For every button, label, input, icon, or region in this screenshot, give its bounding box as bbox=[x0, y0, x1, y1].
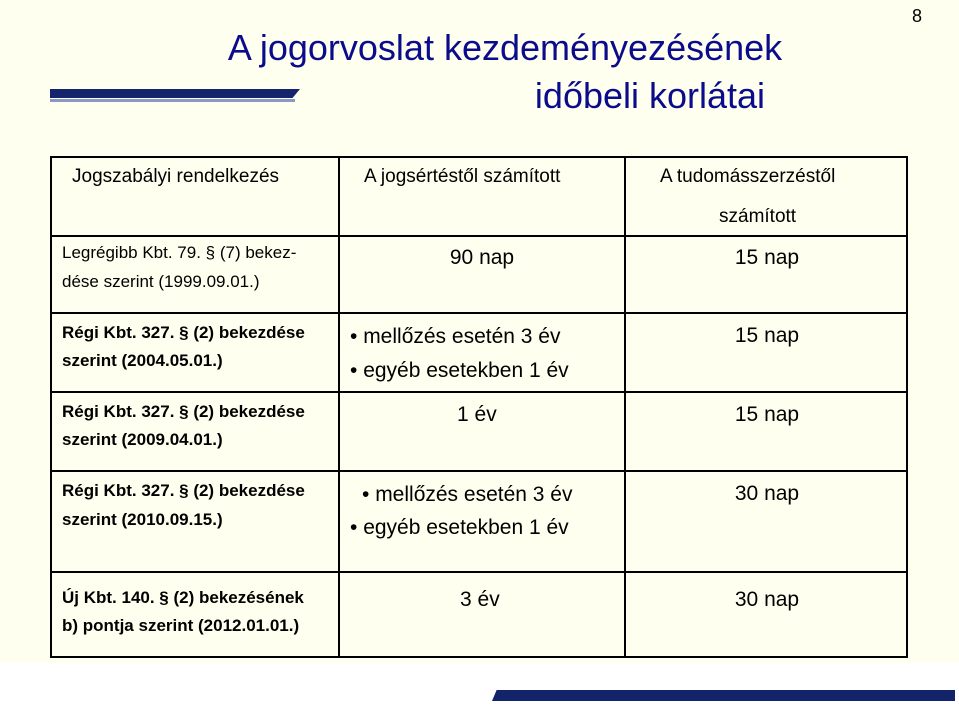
row2-label-line1: Régi Kbt. 327. § (2) bekezdése bbox=[62, 323, 305, 342]
table-row-divider bbox=[52, 470, 906, 472]
slide-title-line2: időbeli korlátai bbox=[534, 75, 766, 116]
slide-title-line1: A jogorvoslat kezdeményezésének bbox=[227, 27, 783, 68]
row2-col2-bullet2: • egyéb esetekben 1 év bbox=[350, 359, 569, 382]
row4-col2-bullet1: • mellőzés esetén 3 év bbox=[362, 483, 573, 506]
row4-col3: 30 nap bbox=[734, 482, 800, 505]
table-row-divider bbox=[52, 235, 906, 237]
row5-label-line2: b) pontja szerint (2012.01.01.) bbox=[62, 616, 300, 635]
row3-label-line2: szerint (2009.04.01.) bbox=[62, 430, 223, 449]
table-row-divider bbox=[52, 571, 906, 573]
row1-col2: 90 nap bbox=[449, 246, 515, 269]
row4-col2-bullet2: • egyéb esetekben 1 év bbox=[350, 516, 569, 539]
page-number: 8 bbox=[912, 6, 923, 26]
header-col1: Jogszabályi rendelkezés bbox=[72, 166, 280, 187]
table-column-divider bbox=[338, 158, 340, 656]
limits-table bbox=[50, 156, 908, 658]
decorative-bar-top bbox=[50, 89, 300, 98]
row2-col3: 15 nap bbox=[734, 324, 800, 347]
row5-label-line1: Új Kbt. 140. § (2) bekezésének bbox=[62, 588, 304, 607]
row4-label-line1: Régi Kbt. 327. § (2) bekezdése bbox=[62, 481, 305, 500]
header-col3-line2: számított bbox=[719, 206, 797, 227]
row2-label-line2: szerint (2004.05.01.) bbox=[62, 351, 223, 370]
row4-label-line2: szerint (2010.09.15.) bbox=[62, 510, 223, 529]
header-col3-line1: A tudomásszerzéstől bbox=[660, 166, 836, 187]
table-row-divider bbox=[52, 391, 906, 393]
row5-col3: 30 nap bbox=[734, 588, 800, 611]
row2-col2-bullet1: • mellőzés esetén 3 év bbox=[350, 325, 561, 348]
row1-label-line1: Legrégibb Kbt. 79. § (7) bekez- bbox=[62, 243, 297, 262]
row5-col2: 3 év bbox=[460, 588, 500, 611]
decorative-bar-bottom bbox=[492, 690, 955, 701]
decorative-bar-top-shadow bbox=[50, 99, 295, 102]
row3-label-line1: Régi Kbt. 327. § (2) bekezdése bbox=[62, 402, 305, 421]
row1-col3: 15 nap bbox=[734, 246, 800, 269]
row3-col3: 15 nap bbox=[734, 403, 800, 426]
row1-label-line2: dése szerint (1999.09.01.) bbox=[62, 272, 260, 291]
table-row-divider bbox=[52, 312, 906, 314]
header-col2: A jogsértéstől számított bbox=[364, 166, 561, 187]
row3-col2: 1 év bbox=[457, 403, 497, 426]
